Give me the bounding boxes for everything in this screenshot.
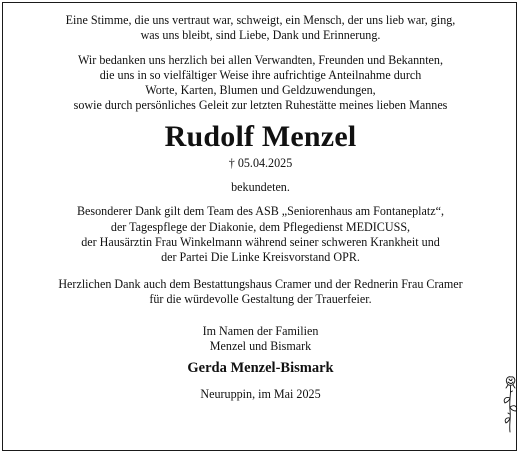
thanks-intro-line: Worte, Karten, Blumen und Geldzuwendungen, bbox=[145, 83, 376, 98]
special-thanks-line: der Tagespflege der Diakonie, dem Pflegedienst MEDICUSS, bbox=[110, 219, 411, 234]
death-date: † 05.04.2025 bbox=[228, 155, 293, 170]
special-thanks-line: der Hausärztin Frau Winkelmann während seiner schweren Krankheit und bbox=[81, 234, 440, 249]
obituary-thanks-notice bbox=[0, 13, 521, 402]
special-thanks bbox=[0, 204, 521, 265]
verse-line: Eine Stimme, die uns vertraut war, schweigt, ein Mensch, der uns lieb war, ging, bbox=[65, 13, 456, 27]
funeral-thanks-line: für die würdevolle Gestaltung der Trauerfeier. bbox=[149, 291, 372, 306]
verse bbox=[0, 13, 521, 44]
deceased-name: Rudolf Menzel bbox=[164, 119, 357, 153]
on-behalf-line: Im Namen der Familien bbox=[202, 324, 319, 339]
thanks-intro-line: sowie durch persönliches Geleit zur letzten Ruhestätte meines lieben Mannes bbox=[73, 98, 448, 113]
special-thanks-line: der Partei Die Linke Kreisvorstand OPR. bbox=[161, 250, 360, 265]
on-behalf bbox=[0, 324, 521, 355]
verse-line: was uns bleibt, sind Liebe, Dank und Erinnerung. bbox=[140, 28, 381, 43]
closing-word: bekundeten. bbox=[231, 180, 290, 195]
place-date: Neuruppin, im Mai 2025 bbox=[200, 386, 321, 401]
funeral-thanks bbox=[0, 277, 521, 308]
on-behalf-line: Menzel und Bismark bbox=[209, 339, 312, 354]
rose-icon bbox=[499, 374, 521, 436]
special-thanks-line: Besonderer Dank gilt dem Team des ASB „Seniorenhaus am Fontaneplatz“, bbox=[76, 204, 445, 219]
signer-name: Gerda Menzel-Bismark bbox=[187, 359, 334, 376]
thanks-intro-line: die uns in so vielfältiger Weise ihre aufrichtige Anteilnahme durch bbox=[99, 67, 422, 82]
thanks-intro bbox=[0, 53, 521, 114]
funeral-thanks-line: Herzlichen Dank auch dem Bestattungshaus Cramer und der Rednerin Frau Cramer bbox=[58, 276, 463, 291]
thanks-intro-line: Wir bedanken uns herzlich bei allen Verwandten, Freunden und Bekannten, bbox=[77, 52, 443, 67]
